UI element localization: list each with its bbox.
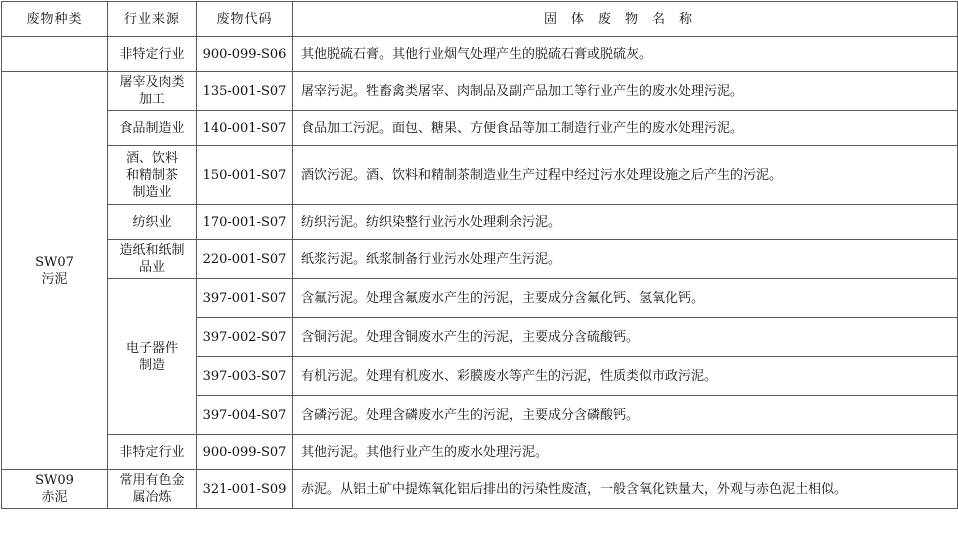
table-row xyxy=(2,240,958,279)
solid-waste-table xyxy=(1,1,958,509)
industry-cell: 食品制造业 xyxy=(108,111,197,146)
category-cell: SW07 污泥 xyxy=(2,72,108,470)
desc-cell: 屠宰污泥。牲畜禽类屠宰、肉制品及副产品加工等行业产生的废水处理污泥。 xyxy=(293,72,958,111)
header-code: 废物代码 xyxy=(197,2,293,37)
desc-cell: 酒饮污泥。酒、饮料和精制茶制造业生产过程中经过污水处理设施之后产生的污泥。 xyxy=(293,146,958,205)
desc-cell: 食品加工污泥。面包、糖果、方便食品等加工制造行业产生的废水处理污泥。 xyxy=(293,111,958,146)
code-cell: 397-004-S07 xyxy=(197,396,293,435)
industry-cell: 非特定行业 xyxy=(108,435,197,470)
industry-cell: 纺织业 xyxy=(108,205,197,240)
industry-cell: 常用有色金 属冶炼 xyxy=(108,470,197,509)
desc-cell: 纸浆污泥。纸浆制备行业污水处理产生污泥。 xyxy=(293,240,958,279)
code-cell: 397-001-S07 xyxy=(197,279,293,318)
category-cell xyxy=(2,37,108,72)
table-row xyxy=(2,205,958,240)
header-name: 固体废物名称 xyxy=(293,2,958,37)
code-cell: 170-001-S07 xyxy=(197,205,293,240)
industry-cell: 造纸和纸制 品业 xyxy=(108,240,197,279)
code-cell: 900-099-S06 xyxy=(197,37,293,72)
table-row xyxy=(2,435,958,470)
desc-cell: 赤泥。从铝土矿中提炼氧化铝后排出的污染性废渣，一般含氧化铁量大，外观与赤色泥土相似。 xyxy=(293,470,958,509)
code-cell: 135-001-S07 xyxy=(197,72,293,111)
header-row xyxy=(2,2,958,37)
desc-cell: 含氟污泥。处理含氟废水产生的污泥，主要成分含氟化钙、氢氧化钙。 xyxy=(293,279,958,318)
desc-cell: 含磷污泥。处理含磷废水产生的污泥，主要成分含磷酸钙。 xyxy=(293,396,958,435)
desc-cell: 其他污泥。其他行业产生的废水处理污泥。 xyxy=(293,435,958,470)
code-cell: 397-003-S07 xyxy=(197,357,293,396)
table-row xyxy=(2,279,958,318)
table-row xyxy=(2,470,958,509)
desc-cell: 其他脱硫石膏。其他行业烟气处理产生的脱硫石膏或脱硫灰。 xyxy=(293,37,958,72)
code-cell: 900-099-S07 xyxy=(197,435,293,470)
code-cell: 220-001-S07 xyxy=(197,240,293,279)
desc-cell: 有机污泥。处理有机废水、彩膜废水等产生的污泥，性质类似市政污泥。 xyxy=(293,357,958,396)
code-cell: 150-001-S07 xyxy=(197,146,293,205)
header-industry: 行业来源 xyxy=(108,2,197,37)
desc-cell: 纺织污泥。纺织染整行业污水处理剩余污泥。 xyxy=(293,205,958,240)
industry-cell: 非特定行业 xyxy=(108,37,197,72)
industry-cell: 酒、饮料 和精制茶 制造业 xyxy=(108,146,197,205)
table-row xyxy=(2,146,958,205)
industry-cell: 屠宰及肉类 加工 xyxy=(108,72,197,111)
table-row xyxy=(2,37,958,72)
code-cell: 140-001-S07 xyxy=(197,111,293,146)
table-row xyxy=(2,72,958,111)
code-cell: 321-001-S09 xyxy=(197,470,293,509)
desc-cell: 含铜污泥。处理含铜废水产生的污泥，主要成分含硫酸钙。 xyxy=(293,318,958,357)
header-category: 废物种类 xyxy=(2,2,108,37)
industry-cell: 电子器件 制造 xyxy=(108,279,197,435)
code-cell: 397-002-S07 xyxy=(197,318,293,357)
table-row xyxy=(2,111,958,146)
category-cell: SW09 赤泥 xyxy=(2,470,108,509)
